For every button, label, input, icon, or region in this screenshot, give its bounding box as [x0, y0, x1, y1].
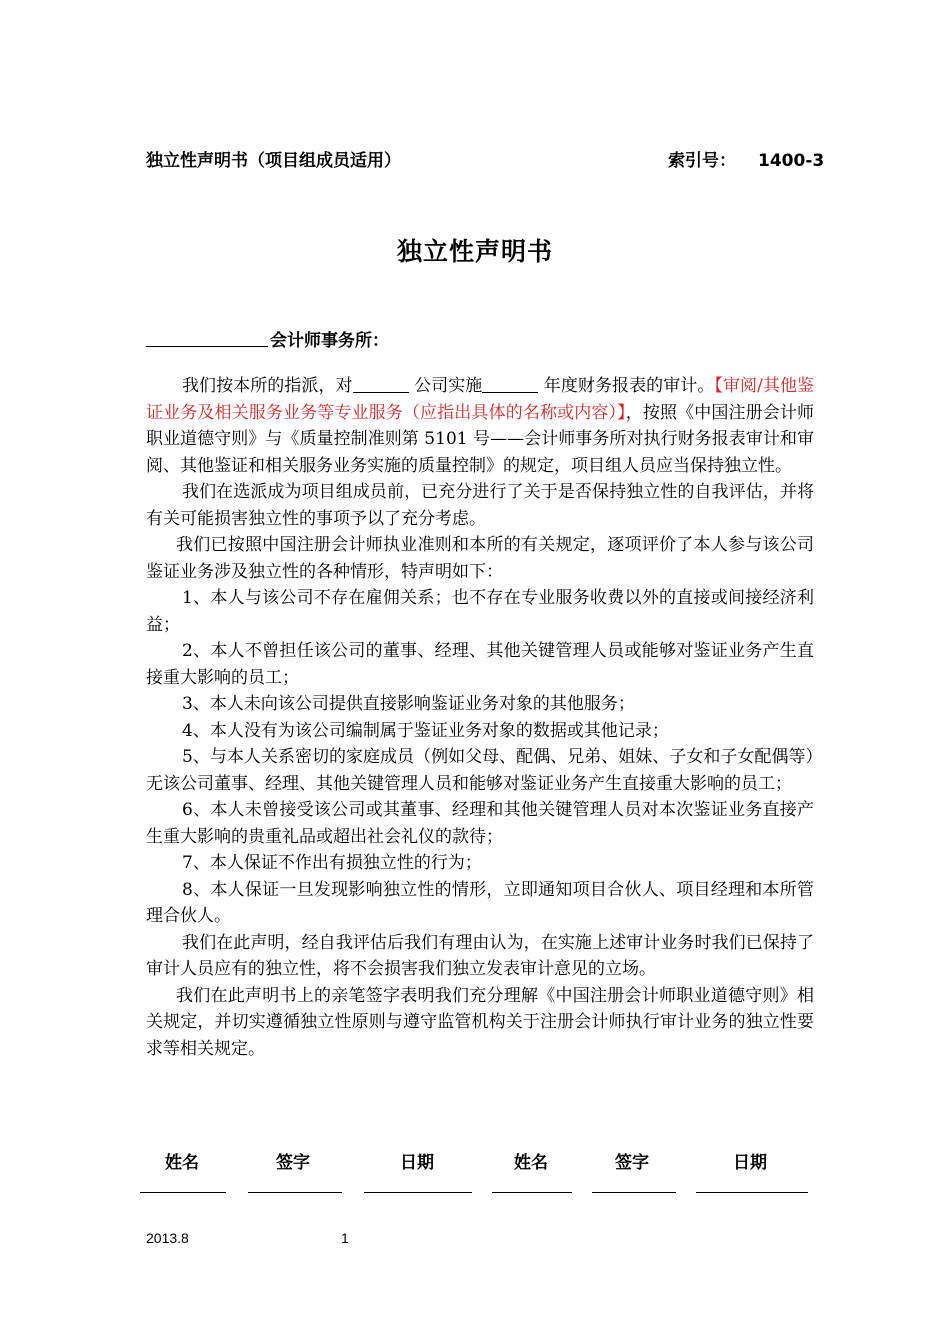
paragraph-evaluation: 我们已按照中国注册会计师执业准则和本所的有关规定，逐项评价了本人参与该公司鉴证业务涉及独立性的各种情形，特声明如下： [146, 535, 814, 582]
paragraph-self-assessment: 我们在选派成为项目组成员前，已充分进行了关于是否保持独立性的自我评估，并将有关可能损害独立性的事项予以了充分考虑。 [146, 482, 814, 529]
list-item: 1、本人与该公司不存在雇佣关系；也不存在专业服务收费以外的直接或间接经济利益； [146, 588, 814, 635]
sign-line-2[interactable] [592, 1192, 676, 1193]
declaration-body [146, 373, 814, 1062]
list-item: 4、本人没有为该公司编制属于鉴证业务对象的数据或其他记录； [182, 720, 669, 741]
date-label-2: 日期 [733, 1153, 767, 1173]
list-item: 6、本人未曾接受该公司或其董事、经理和其他关键管理人员对本次鉴证业务直接产生重大影响的贵重礼品或超出社会礼仪的款待； [146, 800, 814, 847]
date-label-1: 日期 [400, 1153, 434, 1173]
addressee-line [146, 326, 389, 351]
year-blank [482, 376, 538, 393]
sign-label-2: 签字 [615, 1153, 649, 1173]
sign-line-1[interactable] [248, 1192, 342, 1193]
header-index [668, 146, 824, 171]
name-label-2: 姓名 [514, 1153, 548, 1173]
document-title: 独立性声明书 [396, 237, 553, 266]
sign-label-1: 签字 [276, 1153, 310, 1173]
footer-page-number: 1 [341, 1230, 349, 1246]
list-item: 3、本人未向该公司提供直接影响鉴证业务对象的其他服务； [182, 694, 635, 714]
addressee-label: 会计师事务所： [270, 331, 389, 351]
name-label-1: 姓名 [165, 1153, 199, 1173]
list-item: 5、与本人关系密切的家庭成员（例如父母、配偶、兄弟、姐妹、子女和子女配偶等）无该公司董事、经理、其他关键管理人员和能够对鉴证业务产生直接重大影响的员工； [146, 747, 814, 794]
list-item: 2、本人不曾担任该公司的董事、经理、其他关键管理人员或能够对鉴证业务产生直接重大影响的员工； [146, 641, 814, 688]
name-line-1[interactable] [140, 1192, 226, 1193]
footer-version: 2013.8 [146, 1230, 189, 1246]
firm-name-blank [146, 330, 268, 347]
signature-header-row [0, 1148, 950, 1172]
company-blank [353, 376, 409, 393]
list-item: 7、本人保证不作出有损独立性的行为； [182, 853, 482, 873]
list-item: 8、本人保证一旦发现影响独立性的情形，立即通知项目合伙人、项目经理和本所管理合伙人。 [146, 879, 814, 926]
paragraph-appointment: 我们按本所的指派，对 公司实施 年度财务报表的审计。【审阅/其他鉴证业务及相关服务业务等专业服务（应指出具体的名称或内容）】，按照《中国注册会计师职业道德守则》与《质量控制准则第 5101 号——会计师事务所对执行财务报表审计和审阅、其他鉴证和相关服务业务实施的质量控制》的规定，项目组人员应当保持独立性。 [146, 376, 815, 476]
date-line-2[interactable] [696, 1192, 808, 1193]
index-label: 索引号： [668, 151, 736, 171]
header-form-title: 独立性声明书（项目组成员适用） [146, 151, 401, 171]
date-line-1[interactable] [364, 1192, 472, 1193]
name-line-2[interactable] [492, 1192, 572, 1193]
paragraph-signature-statement: 我们在此声明书上的亲笔签字表明我们充分理解《中国注册会计师职业道德守则》相关规定，并切实遵循独立性原则与遵守监管机构关于注册会计师执行审计业务的独立性要求等相关规定。 [146, 985, 814, 1059]
service-type-note: 【审阅/其他鉴证业务及相关服务业务等专业服务（应指出具体的名称或内容）】 [146, 376, 815, 423]
paragraph-declaration: 我们在此声明，经自我评估后我们有理由认为，在实施上述审计业务时我们已保持了审计人员应有的独立性，将不会损害我们独立发表审计意见的立场。 [146, 932, 814, 979]
index-number: 1400-3 [758, 151, 825, 171]
